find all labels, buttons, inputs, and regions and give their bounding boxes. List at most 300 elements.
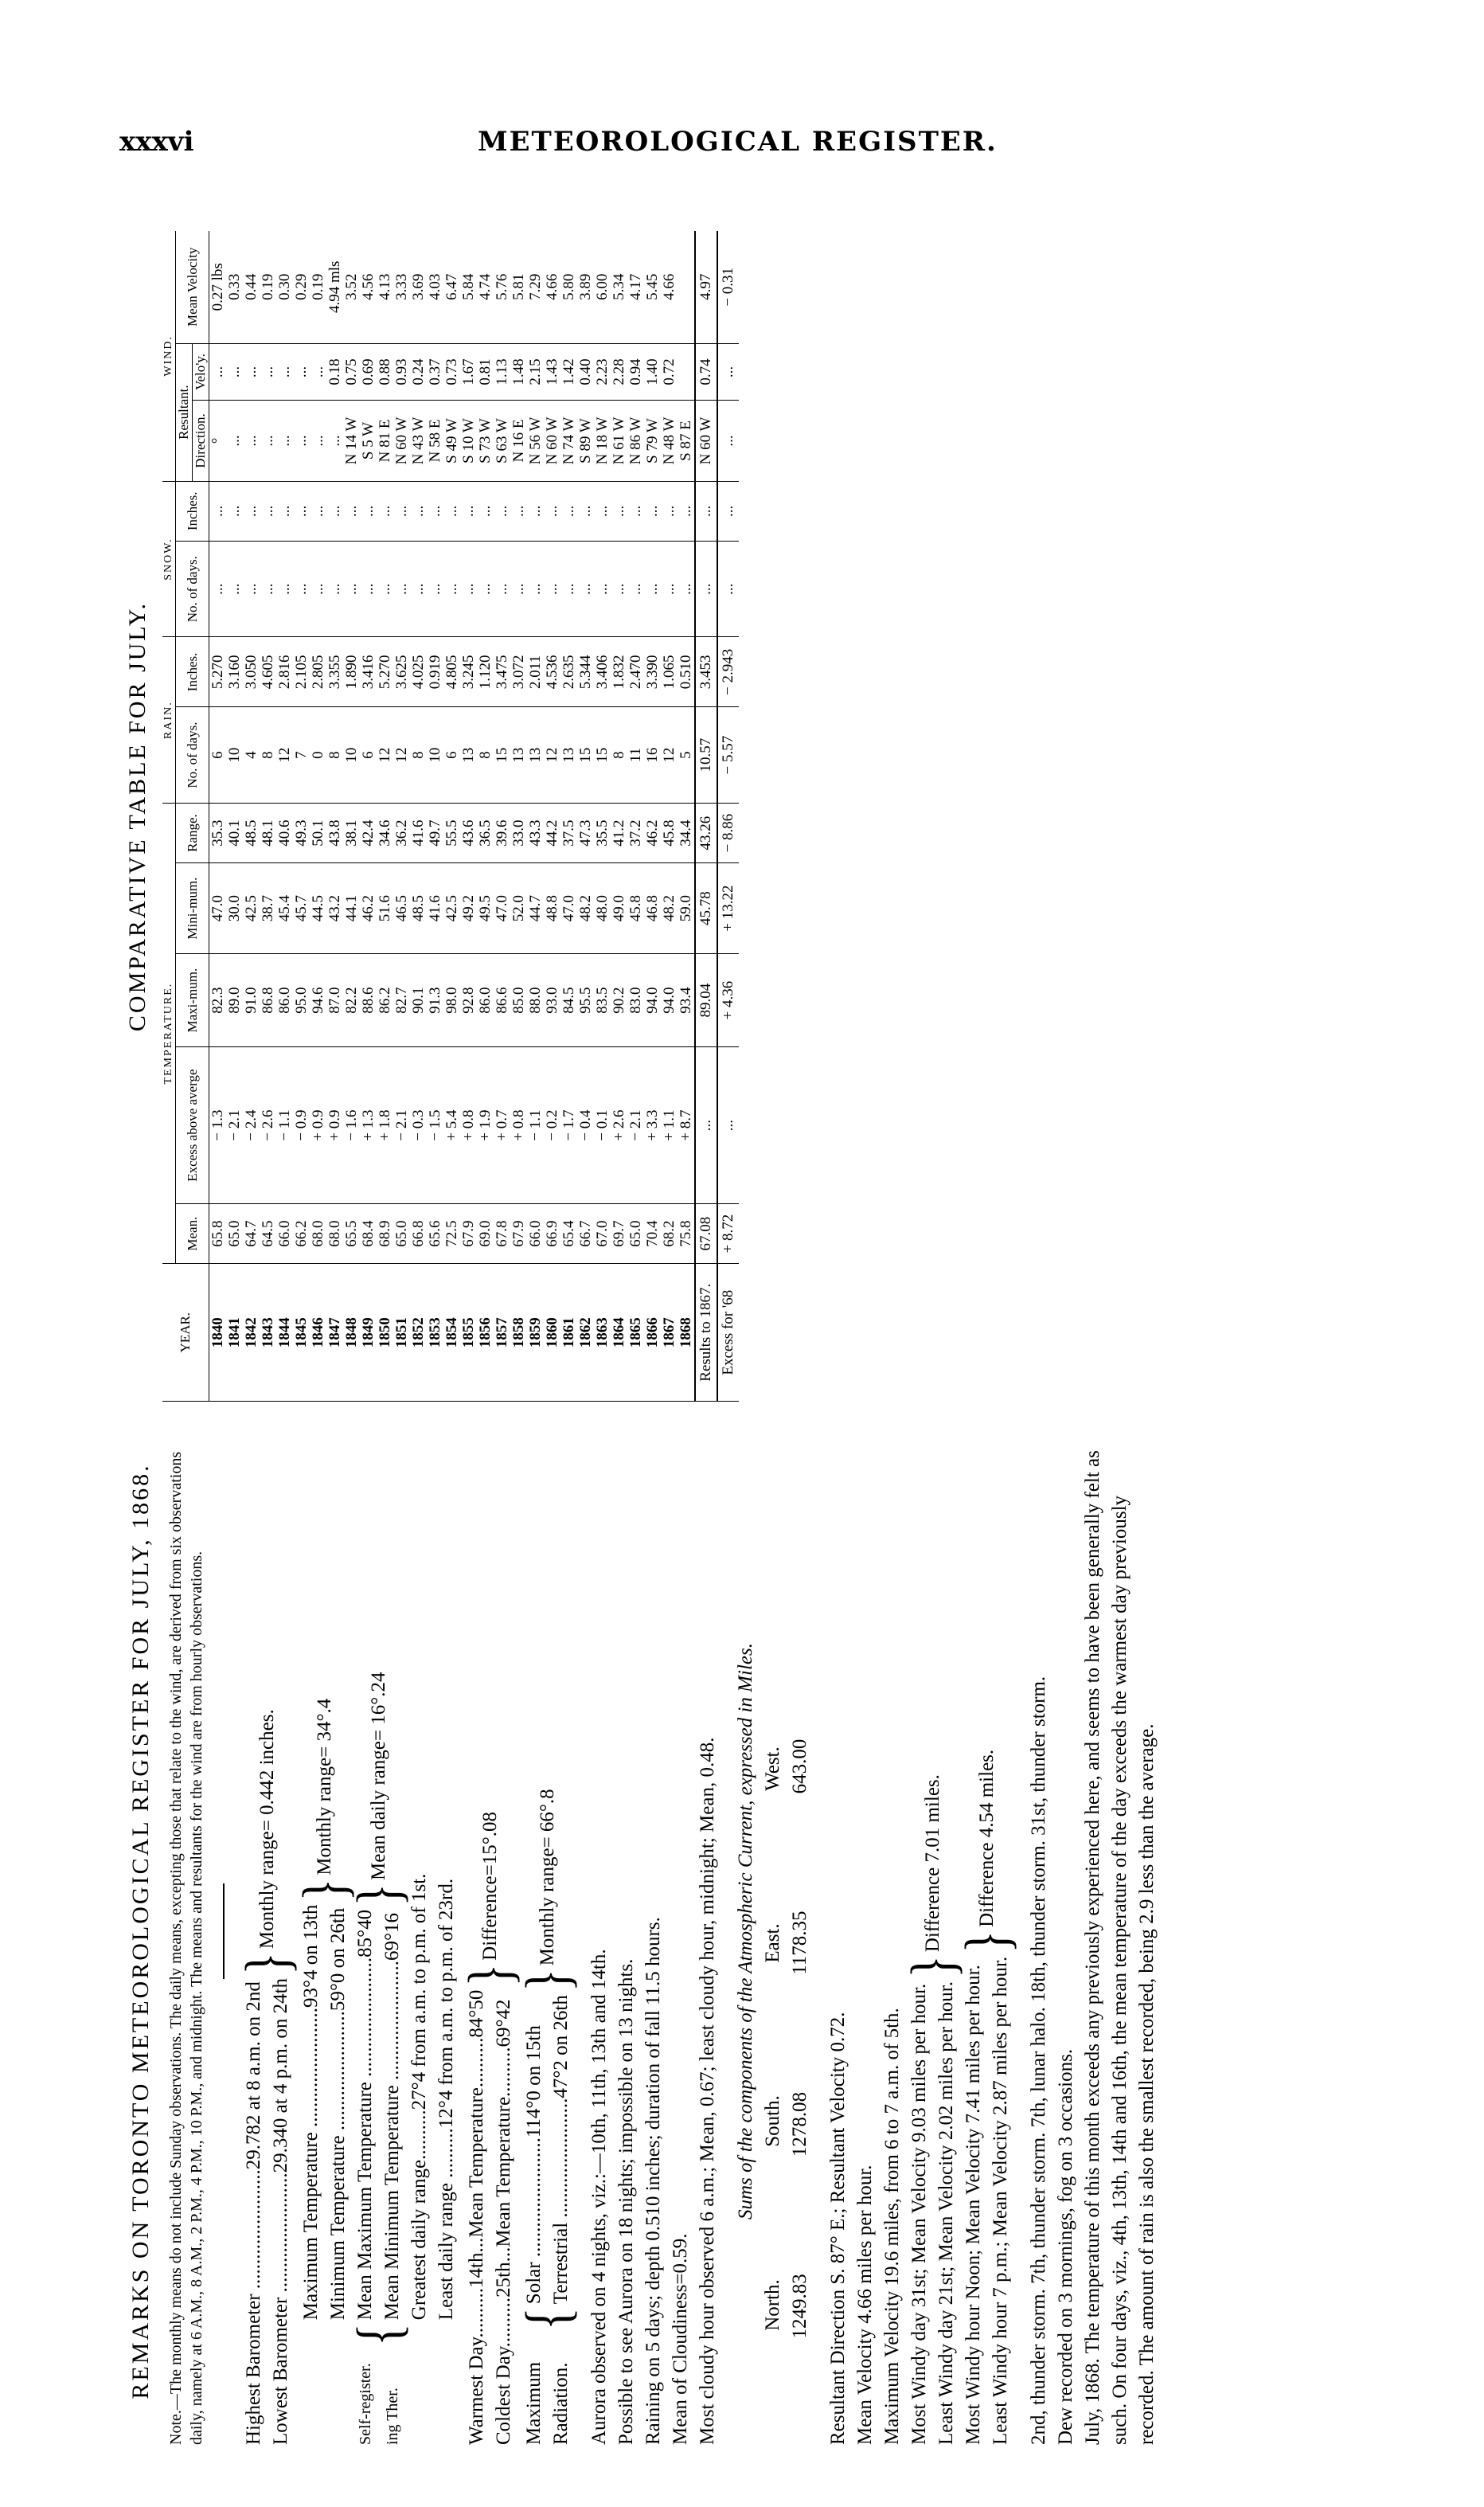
cell-mean-velocity: 0.27 lbs bbox=[209, 231, 227, 343]
cell-year: 1843 bbox=[260, 1264, 276, 1402]
mean-velocity: Mean Velocity 4.66 miles per hour. bbox=[854, 2165, 876, 2445]
cell-mean-velocity: 4.03 bbox=[427, 231, 443, 343]
cell-range: 49.3 bbox=[293, 803, 310, 862]
cell-rain-days: 4 bbox=[243, 707, 260, 803]
cell-year: Results to 1867. bbox=[695, 1264, 717, 1402]
aurora-block bbox=[586, 1418, 721, 2445]
cell-direction: S 79 W bbox=[644, 401, 661, 481]
cell-year: 1840 bbox=[209, 1264, 227, 1402]
cloudiness: Mean of Cloudiness=0.59. bbox=[670, 2233, 691, 2445]
cell-snow-days: ... bbox=[717, 542, 739, 637]
cell-max: 86.2 bbox=[377, 953, 393, 1046]
cell-range: 43.8 bbox=[326, 803, 343, 862]
storms: 2nd, thunder storm. 7th, thunder storm. 7th, lunar halo. 18th, thunder storm. 31st, thunder storm. bbox=[1028, 1676, 1049, 2445]
cell-rain-inches: − 2.943 bbox=[717, 637, 739, 707]
cell-range: 47.3 bbox=[577, 803, 594, 862]
cell-velocity: 0.74 bbox=[695, 343, 717, 401]
cell-max: 82.3 bbox=[209, 953, 227, 1046]
cell-rain-inches: 3.475 bbox=[494, 637, 510, 707]
cell-snow-days: ... bbox=[661, 542, 678, 637]
cell-max: 90.1 bbox=[410, 953, 427, 1046]
sums-value-south: 1278.08 bbox=[789, 2091, 810, 2157]
cell-min: 48.2 bbox=[577, 863, 594, 954]
most-windy-hour: Most Windy hour Noon; Mean Velocity 7.41 miles per hour. bbox=[963, 1965, 984, 2445]
cell-mean-velocity: 5.81 bbox=[510, 231, 527, 343]
cell-year: 1841 bbox=[226, 1264, 243, 1402]
cell-direction: N 60 W bbox=[695, 401, 717, 481]
cell-rain-days: 13 bbox=[527, 707, 544, 803]
cell-snow-days: ... bbox=[360, 542, 377, 637]
cell-excess: ... bbox=[695, 1047, 717, 1204]
cell-snow-days: ... bbox=[577, 542, 594, 637]
thermometer-group bbox=[291, 1418, 460, 2445]
cell-min: + 13.22 bbox=[717, 863, 739, 954]
cell-rain-inches: 3.355 bbox=[326, 637, 343, 707]
cloudy-hour: Most cloudy hour observed 6 a.m.; Mean, 0.67; least cloudy hour, midnight; Mean, 0.48. bbox=[697, 1737, 718, 2445]
cell-snow-inches: ... bbox=[560, 481, 577, 541]
cell-min: 38.7 bbox=[260, 863, 276, 954]
cell-mean-velocity: 4.66 bbox=[544, 231, 560, 343]
group-temperature: TEMPERATURE. bbox=[162, 803, 176, 1264]
cell-direction: N 60 W bbox=[544, 401, 560, 481]
table-row bbox=[544, 231, 560, 1402]
cell-velocity: ... bbox=[243, 343, 260, 401]
cell-rain-inches: 2.011 bbox=[527, 637, 544, 707]
cell-mean: 72.5 bbox=[443, 1203, 460, 1263]
cell-range: 41.2 bbox=[611, 803, 627, 862]
cell-excess: + 1.3 bbox=[360, 1047, 377, 1204]
remarks-title: REMARKS ON TORONTO METEOROLOGICAL REGISTER FOR JULY, 1868. bbox=[127, 1463, 154, 2399]
table-row bbox=[276, 231, 293, 1402]
col-excess: Excess above averge bbox=[176, 1047, 209, 1204]
cell-direction: ... bbox=[717, 401, 739, 481]
cell-rain-inches: 3.416 bbox=[360, 637, 377, 707]
cell-rain-inches: 3.390 bbox=[644, 637, 661, 707]
cell-snow-days: ... bbox=[560, 542, 577, 637]
cell-rain-inches: 2.816 bbox=[276, 637, 293, 707]
raining: Raining on 5 days; depth 0.510 inches; duration of fall 11.5 hours. bbox=[642, 1917, 664, 2445]
cell-max: 83.5 bbox=[594, 953, 611, 1046]
cell-year: 1852 bbox=[410, 1264, 427, 1402]
cell-max: 94.6 bbox=[310, 953, 326, 1046]
mean-daily-range: Mean daily range= 16°.24 bbox=[368, 1672, 389, 1881]
table-row bbox=[443, 231, 460, 1402]
cell-min: 48.0 bbox=[594, 863, 611, 954]
maximum-velocity: Maximum Velocity 19.6 miles, from 6 to 7 a.m. of 5th. bbox=[881, 2008, 903, 2445]
cell-mean: 69.7 bbox=[611, 1203, 627, 1263]
cell-rain-days: 0 bbox=[310, 707, 326, 803]
cell-range: 55.5 bbox=[443, 803, 460, 862]
cell-snow-inches: ... bbox=[276, 481, 293, 541]
aurora-observed: Aurora observed on 4 nights, viz.:—10th, 11th, 13th and 14th. bbox=[588, 1949, 610, 2445]
cell-mean: 65.0 bbox=[226, 1203, 243, 1263]
rotated-page-body bbox=[119, 223, 1361, 2445]
cell-mean: 68.2 bbox=[661, 1203, 678, 1263]
cell-mean-velocity: 4.17 bbox=[627, 231, 644, 343]
cell-year: 1845 bbox=[293, 1264, 310, 1402]
cell-rain-inches: 2.635 bbox=[560, 637, 577, 707]
cell-max: 93.4 bbox=[678, 953, 695, 1046]
least-windy-day: Least Windy day 21st; Mean Velocity 2.02 miles per hour. bbox=[935, 1981, 957, 2445]
col-rain-days: No. of days. bbox=[176, 707, 209, 803]
cell-rain-inches: 5.270 bbox=[377, 637, 393, 707]
cell-excess: + 0.9 bbox=[310, 1047, 326, 1204]
cell-min: 45.8 bbox=[627, 863, 644, 954]
cell-direction: N 14 W bbox=[343, 401, 360, 481]
wind-block bbox=[825, 1418, 1021, 2445]
cell-rain-days: 15 bbox=[577, 707, 594, 803]
cell-velocity: ... bbox=[260, 343, 276, 401]
cell-year: 1864 bbox=[611, 1264, 627, 1402]
cell-rain-inches: 2.105 bbox=[293, 637, 310, 707]
col-snow-inches: Inches. bbox=[176, 481, 209, 541]
cell-mean-velocity: 4.74 bbox=[477, 231, 494, 343]
cell-mean: 67.9 bbox=[510, 1203, 527, 1263]
cell-min: 52.0 bbox=[510, 863, 527, 954]
col-snow-days: No. of days. bbox=[176, 542, 209, 637]
cell-mean: 66.8 bbox=[410, 1203, 427, 1263]
cell-mean-velocity: 0.19 bbox=[260, 231, 276, 343]
cell-snow-days: ... bbox=[343, 542, 360, 637]
cell-velocity: 1.40 bbox=[644, 343, 661, 401]
cell-snow-inches: ... bbox=[209, 481, 227, 541]
cell-mean: 64.5 bbox=[260, 1203, 276, 1263]
cell-excess: + 1.1 bbox=[661, 1047, 678, 1204]
cell-mean: 75.8 bbox=[678, 1203, 695, 1263]
cell-min: 59.0 bbox=[678, 863, 695, 954]
cell-mean: 70.4 bbox=[644, 1203, 661, 1263]
cell-excess: + 1.9 bbox=[477, 1047, 494, 1204]
cell-velocity: 0.72 bbox=[661, 343, 678, 401]
cell-rain-inches: 2.805 bbox=[310, 637, 326, 707]
radiation-range: Monthly range= 66°.8 bbox=[537, 1789, 558, 1966]
cell-mean: 65.8 bbox=[209, 1203, 227, 1263]
cell-snow-days: ... bbox=[260, 542, 276, 637]
cell-velocity: ... bbox=[226, 343, 243, 401]
comparative-table bbox=[162, 231, 739, 1402]
brace-icon: } bbox=[953, 1930, 1021, 1954]
table-row bbox=[560, 231, 577, 1402]
table-row bbox=[209, 231, 227, 1402]
cell-rain-inches: 3.160 bbox=[226, 637, 243, 707]
cell-range: 48.1 bbox=[260, 803, 276, 862]
windy-days-difference: Difference 7.01 miles. bbox=[922, 1774, 943, 1953]
cell-direction: N 74 W bbox=[560, 401, 577, 481]
cell-velocity bbox=[678, 343, 695, 401]
cell-mean: 68.0 bbox=[310, 1203, 326, 1263]
cell-rain-inches: 4.805 bbox=[443, 637, 460, 707]
cell-rain-inches: 3.453 bbox=[695, 637, 717, 707]
cell-min: 48.5 bbox=[410, 863, 427, 954]
cell-year: 1867 bbox=[661, 1264, 678, 1402]
table-row bbox=[393, 231, 410, 1402]
cell-max: 84.5 bbox=[560, 953, 577, 1046]
col-velocity: Velo'y. bbox=[193, 343, 209, 401]
cell-velocity: 1.67 bbox=[460, 343, 477, 401]
cell-range: 41.6 bbox=[410, 803, 427, 862]
cell-min: 47.0 bbox=[209, 863, 227, 954]
cell-mean: 65.0 bbox=[393, 1203, 410, 1263]
cell-min: 49.0 bbox=[611, 863, 627, 954]
col-min: Mini-mum. bbox=[176, 863, 209, 954]
cell-max: 94.0 bbox=[644, 953, 661, 1046]
cell-rain-days: 10 bbox=[343, 707, 360, 803]
cell-max: 82.2 bbox=[343, 953, 360, 1046]
table-row bbox=[410, 231, 427, 1402]
table-row bbox=[644, 231, 661, 1402]
cell-mean-velocity bbox=[678, 231, 695, 343]
least-windy-hour: Least Windy hour 7 p.m.; Mean Velocity 2.87 miles per hour. bbox=[990, 1956, 1011, 2445]
cell-min: 48.8 bbox=[544, 863, 560, 954]
cell-direction: ... bbox=[276, 401, 293, 481]
cell-velocity: 1.13 bbox=[494, 343, 510, 401]
cell-direction: N 58 E bbox=[427, 401, 443, 481]
cell-snow-inches: ... bbox=[611, 481, 627, 541]
cell-rain-days: 10.57 bbox=[695, 707, 717, 803]
table-row bbox=[260, 231, 276, 1402]
cell-velocity: 0.94 bbox=[627, 343, 644, 401]
cell-excess: + 0.7 bbox=[494, 1047, 510, 1204]
group-wind: WIND. bbox=[162, 231, 176, 481]
cell-year: Excess for '68 bbox=[717, 1264, 739, 1402]
cell-velocity: ... bbox=[209, 343, 227, 401]
cell-snow-inches: ... bbox=[644, 481, 661, 541]
cell-direction: N 56 W bbox=[527, 401, 544, 481]
cell-snow-days: ... bbox=[611, 542, 627, 637]
thermometer-monthly-range: Monthly range= 34°.4 bbox=[314, 1698, 335, 1875]
sums-header-east: East. bbox=[762, 1923, 783, 1963]
cell-rain-days: 13 bbox=[460, 707, 477, 803]
cell-max: 86.6 bbox=[494, 953, 510, 1046]
highest-barometer: Highest Barometer ........................29.782 at 8 a.m. on 2nd bbox=[243, 1981, 264, 2445]
cell-min: 47.0 bbox=[560, 863, 577, 954]
sums-title: Sums of the components of the Atmospheric Current, expressed in Miles. bbox=[735, 1643, 756, 2220]
cell-max: 86.0 bbox=[276, 953, 293, 1046]
cell-velocity: 1.48 bbox=[510, 343, 527, 401]
cell-max: 85.0 bbox=[510, 953, 527, 1046]
cell-direction: S 73 W bbox=[477, 401, 494, 481]
cell-snow-days: ... bbox=[460, 542, 477, 637]
cell-mean-velocity: 0.33 bbox=[226, 231, 243, 343]
min-temperature: Minimum Temperature ........................59°0 on 26th bbox=[327, 1907, 349, 2321]
cell-min: 46.2 bbox=[360, 863, 377, 954]
cell-range: − 8.86 bbox=[717, 803, 739, 862]
cell-year: 1863 bbox=[594, 1264, 611, 1402]
cell-snow-days: ... bbox=[644, 542, 661, 637]
cell-max: 88.0 bbox=[527, 953, 544, 1046]
cell-max: 94.0 bbox=[661, 953, 678, 1046]
cell-max: 86.8 bbox=[260, 953, 276, 1046]
table-row bbox=[577, 231, 594, 1402]
cell-rain-days: 8 bbox=[410, 707, 427, 803]
cell-range: 49.7 bbox=[427, 803, 443, 862]
cell-max: 88.6 bbox=[360, 953, 377, 1046]
cell-velocity: 0.40 bbox=[577, 343, 594, 401]
cell-direction: N 43 W bbox=[410, 401, 427, 481]
cell-excess: − 1.1 bbox=[527, 1047, 544, 1204]
greatest-daily-range: Greatest daily range..........27°4 from a.m. to p.m. of 1st. bbox=[408, 1873, 430, 2321]
results-row bbox=[695, 231, 717, 1402]
cell-rain-days: 15 bbox=[594, 707, 611, 803]
cell-snow-days: ... bbox=[226, 542, 243, 637]
cell-direction: N 61 W bbox=[611, 401, 627, 481]
cell-mean: 65.4 bbox=[560, 1203, 577, 1263]
table-row bbox=[460, 231, 477, 1402]
cell-snow-inches: ... bbox=[477, 481, 494, 541]
cell-excess: − 0.3 bbox=[410, 1047, 427, 1204]
cell-rain-inches: 1.065 bbox=[661, 637, 678, 707]
cell-snow-days: ... bbox=[276, 542, 293, 637]
coldest-day: Coldest Day..........25th...Mean Temperature..........69°42 bbox=[493, 1999, 514, 2445]
cell-year: 1859 bbox=[527, 1264, 544, 1402]
cell-snow-days: ... bbox=[209, 542, 227, 637]
cell-snow-inches: ... bbox=[527, 481, 544, 541]
barometer-range: Monthly range= 0.442 inches. bbox=[256, 1709, 278, 1950]
cell-range: 33.0 bbox=[510, 803, 527, 862]
cell-max: 83.0 bbox=[627, 953, 644, 1046]
cell-year: 1857 bbox=[494, 1264, 510, 1402]
cell-rain-inches: 0.919 bbox=[427, 637, 443, 707]
cell-snow-days: ... bbox=[310, 542, 326, 637]
table-row bbox=[360, 231, 377, 1402]
cell-rain-days: 5 bbox=[678, 707, 695, 803]
cell-snow-inches: ... bbox=[293, 481, 310, 541]
cell-snow-inches: ... bbox=[627, 481, 644, 541]
cell-rain-days: 12 bbox=[377, 707, 393, 803]
cell-range: 42.4 bbox=[360, 803, 377, 862]
cell-excess: + 0.8 bbox=[510, 1047, 527, 1204]
cell-min: 51.6 bbox=[377, 863, 393, 954]
cell-mean: + 8.72 bbox=[717, 1203, 739, 1263]
cell-min: 44.7 bbox=[527, 863, 544, 954]
cell-snow-inches: ... bbox=[360, 481, 377, 541]
comparative-table-section bbox=[119, 231, 1361, 1402]
cell-range: 34.4 bbox=[678, 803, 695, 862]
table-body bbox=[209, 231, 696, 1402]
cell-rain-days: 12 bbox=[393, 707, 410, 803]
table-row bbox=[293, 231, 310, 1402]
cell-snow-days: ... bbox=[510, 542, 527, 637]
cell-mean-velocity: 5.34 bbox=[611, 231, 627, 343]
cell-range: 35.5 bbox=[594, 803, 611, 862]
least-daily-range: Least daily range ..........12°4 from a.m. to p.m. of 23rd. bbox=[435, 1878, 457, 2321]
cell-excess: − 1.6 bbox=[343, 1047, 360, 1204]
cell-year: 1866 bbox=[644, 1264, 661, 1402]
cell-rain-inches: 3.050 bbox=[243, 637, 260, 707]
terrestrial-radiation: Terrestrial ........................47°2 on 26th bbox=[550, 1995, 572, 2305]
table-row bbox=[226, 231, 243, 1402]
cell-rain-inches: 3.072 bbox=[510, 637, 527, 707]
cell-mean-velocity: 6.47 bbox=[443, 231, 460, 343]
cell-rain-days: 8 bbox=[611, 707, 627, 803]
cell-rain-inches: 1.120 bbox=[477, 637, 494, 707]
cell-rain-days: 8 bbox=[477, 707, 494, 803]
cell-year: 1858 bbox=[510, 1264, 527, 1402]
cell-min: 30.0 bbox=[226, 863, 243, 954]
cell-year: 1849 bbox=[360, 1264, 377, 1402]
mean-min-temperature: Mean Minimum Temperature ........................69°16 bbox=[381, 1913, 403, 2321]
cell-rain-days: 12 bbox=[276, 707, 293, 803]
cell-snow-days: ... bbox=[494, 542, 510, 637]
cell-direction: N 16 E bbox=[510, 401, 527, 481]
cell-range: 40.1 bbox=[226, 803, 243, 862]
cell-min: 45.7 bbox=[293, 863, 310, 954]
cell-min: 49.5 bbox=[477, 863, 494, 954]
cell-direction: N 81 E bbox=[377, 401, 393, 481]
cell-snow-days: ... bbox=[326, 542, 343, 637]
cell-rain-days: 6 bbox=[209, 707, 227, 803]
cell-mean: 65.5 bbox=[343, 1203, 360, 1263]
cell-mean-velocity: 0.30 bbox=[276, 231, 293, 343]
brace-icon: } bbox=[345, 1883, 413, 1907]
cell-mean-velocity: 4.97 bbox=[695, 231, 717, 343]
cell-snow-days: ... bbox=[243, 542, 260, 637]
table-row bbox=[594, 231, 611, 1402]
cell-direction: ° bbox=[209, 401, 227, 481]
cell-rain-days: 6 bbox=[360, 707, 377, 803]
divider bbox=[223, 1883, 225, 1979]
cell-snow-days: ... bbox=[293, 542, 310, 637]
cell-max: 91.0 bbox=[243, 953, 260, 1046]
cell-direction: S 5 W bbox=[360, 401, 377, 481]
cell-min: 45.78 bbox=[695, 863, 717, 954]
cell-max: 82.7 bbox=[393, 953, 410, 1046]
cell-velocity: 0.18 bbox=[326, 343, 343, 401]
table-row bbox=[661, 231, 678, 1402]
cell-rain-days: 8 bbox=[326, 707, 343, 803]
cell-range: 46.2 bbox=[644, 803, 661, 862]
cell-min: 43.2 bbox=[326, 863, 343, 954]
cell-mean: 67.8 bbox=[494, 1203, 510, 1263]
cell-range: 44.2 bbox=[544, 803, 560, 862]
col-max: Maxi-mum. bbox=[176, 953, 209, 1046]
brace-icon: } bbox=[514, 1969, 582, 1993]
cell-rain-inches: 0.510 bbox=[678, 637, 695, 707]
cell-range: 35.3 bbox=[209, 803, 227, 862]
cell-excess: + 0.9 bbox=[326, 1047, 343, 1204]
solar-radiation: Solar ........................114°0 on 15th bbox=[523, 2025, 545, 2305]
cell-excess: + 2.6 bbox=[611, 1047, 627, 1204]
cell-rain-days: 15 bbox=[494, 707, 510, 803]
cell-excess: − 0.1 bbox=[594, 1047, 611, 1204]
sums-header-west: West. bbox=[762, 1746, 783, 1791]
cell-excess: + 1.8 bbox=[377, 1047, 393, 1204]
cell-velocity: ... bbox=[276, 343, 293, 401]
radiation-label: Maximum Radiation. bbox=[523, 2361, 572, 2445]
cell-excess: + 5.4 bbox=[443, 1047, 460, 1204]
table-row bbox=[477, 231, 494, 1402]
cell-velocity: 0.73 bbox=[443, 343, 460, 401]
cell-mean-velocity: 0.44 bbox=[243, 231, 260, 343]
cell-mean-velocity: 3.33 bbox=[393, 231, 410, 343]
brace-icon: } bbox=[456, 1963, 525, 1987]
cell-excess: − 2.1 bbox=[627, 1047, 644, 1204]
cell-rain-days: 12 bbox=[661, 707, 678, 803]
cell-mean-velocity: 7.29 bbox=[527, 231, 544, 343]
col-mean-velocity: Mean Velocity bbox=[176, 231, 209, 343]
remarks-note: Note.—The monthly means do not include Sunday observations. The daily means, excepting those that relate to the wind, are derived from six observations daily, namely at 6 A.M., 8 A.M., 2 P.M., 4 P.M., 10 P.M., and midnight. The means and resultants for the wind are from hourly observations. bbox=[167, 1451, 205, 2445]
table-row bbox=[678, 231, 695, 1402]
cell-range: 37.5 bbox=[560, 803, 577, 862]
cell-snow-days: ... bbox=[410, 542, 427, 637]
cell-excess: ... bbox=[717, 1047, 739, 1204]
cell-min: 48.2 bbox=[661, 863, 678, 954]
cell-snow-days: ... bbox=[544, 542, 560, 637]
cell-min: 44.1 bbox=[343, 863, 360, 954]
cell-min: 41.6 bbox=[427, 863, 443, 954]
cell-mean: 66.9 bbox=[544, 1203, 560, 1263]
cell-snow-inches: ... bbox=[460, 481, 477, 541]
